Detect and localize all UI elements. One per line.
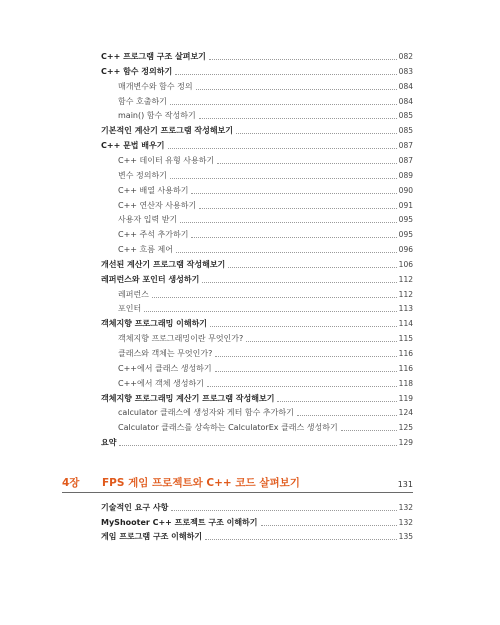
toc-entry-page: 095: [398, 230, 413, 240]
toc-entry: [118, 80, 413, 92]
toc-entry-page: 096: [398, 245, 413, 255]
toc-entry: [118, 406, 413, 418]
toc-entry: [101, 516, 413, 528]
dot-leader: [205, 539, 397, 540]
toc-entry-page: 112: [398, 289, 413, 299]
toc-entry-title: C++에서 객체 생성하기: [118, 378, 204, 388]
dot-leader: [297, 415, 397, 416]
toc-entry: [118, 347, 413, 359]
dot-leader: [202, 282, 396, 283]
toc-entry-title: main() 함수 작성하기: [118, 111, 196, 121]
toc-entry-page: 095: [398, 215, 413, 225]
dot-leader: [199, 118, 397, 119]
toc-entry-title: C++ 함수 정의하기: [101, 66, 173, 76]
toc-entry: [118, 109, 413, 121]
toc-entry-title: 요약: [101, 438, 117, 448]
toc-entry-page: 085: [398, 126, 413, 136]
toc-entry: [101, 124, 413, 136]
toc-entry-title: 클래스와 객체는 무엇인가?: [118, 349, 213, 358]
toc-entry-title: 매개변수와 함수 정의: [118, 81, 193, 91]
toc-entry-page: 087: [398, 141, 413, 151]
dot-leader: [191, 237, 396, 238]
toc-entry: [118, 199, 413, 211]
toc-entry: [118, 302, 413, 314]
toc-entry-page: 132: [398, 517, 413, 527]
toc-entry: [101, 436, 413, 448]
toc-entry-title: C++ 문법 배우기: [101, 141, 165, 151]
toc-entry-title: 함수 호출하기: [118, 96, 167, 106]
toc-entry-title: 기본적인 계산기 프로그램 작성해보기: [101, 126, 234, 136]
dot-leader: [207, 386, 397, 387]
toc-entry-page: 129: [398, 438, 413, 448]
toc-entry-page: 089: [398, 170, 413, 180]
toc-entry-title: 개선된 계산기 프로그램 작성해보기: [101, 259, 226, 269]
toc-entry-title: 변수 정의하기: [118, 170, 167, 180]
toc-entry-page: 091: [398, 200, 413, 210]
toc-entry-page: 085: [398, 111, 413, 121]
toc-entry-title: MyShooter C++ 프로젝트 구조 이해하기: [101, 517, 258, 527]
toc-entry-title: 레퍼런스: [118, 289, 149, 299]
toc-entry-page: 114: [398, 319, 413, 329]
toc-entry: [118, 169, 413, 181]
dot-leader: [170, 178, 397, 179]
toc-entry: [101, 501, 413, 513]
dot-leader: [170, 104, 397, 105]
toc-entry: [118, 154, 413, 166]
toc-entry: [101, 317, 413, 329]
toc-entry-page: 084: [398, 96, 413, 106]
toc-entry: [118, 95, 413, 107]
toc-entry-page: 115: [398, 334, 413, 344]
toc-entry-page: 082: [398, 52, 413, 61]
toc-entry: [101, 50, 413, 62]
toc-entry: [118, 228, 413, 240]
toc-entry-page: 083: [398, 66, 413, 76]
dot-leader: [215, 371, 397, 372]
toc-entry-title: 객체지향 프로그래밍 계산기 프로그램 작성해보기: [101, 393, 275, 403]
toc-entry-page: 116: [398, 349, 413, 358]
toc-entry-page: 084: [398, 81, 413, 91]
dot-leader: [209, 59, 397, 60]
dot-leader: [277, 401, 396, 402]
toc-entry-title: 객체지향 프로그래밍 이해하기: [101, 319, 208, 329]
dot-leader: [152, 297, 397, 298]
toc-entry-title: C++ 주석 추가하기: [118, 230, 189, 240]
toc-entry-page: 113: [398, 304, 413, 314]
toc-entry-title: Calculator 클래스를 상속하는 CalculatorEx 클래스 생성하기: [118, 423, 338, 433]
chapter-heading: [62, 474, 413, 493]
toc-entry: [118, 362, 413, 374]
toc-entry: [101, 392, 413, 404]
toc-entry-title: C++에서 클래스 생성하기: [118, 363, 212, 373]
toc-entry-title: 사용자 입력 받기: [118, 215, 178, 225]
toc-entry-title: 기술적인 요구 사항: [101, 503, 169, 512]
toc-entry-title: C++ 배열 사용하기: [118, 185, 189, 195]
dot-leader: [199, 208, 396, 209]
toc-entry: [101, 65, 413, 77]
toc-entry: [118, 184, 413, 196]
toc-entry-title: C++ 연산자 사용하기: [118, 200, 197, 210]
dot-leader: [119, 445, 396, 446]
toc-entry-page: 087: [398, 155, 413, 165]
dot-leader: [180, 222, 396, 223]
dot-leader: [341, 430, 397, 431]
toc-entry: [118, 288, 413, 300]
toc-entry-page: 116: [398, 363, 413, 373]
toc-entry-page: 112: [398, 274, 413, 284]
toc-entry-page: 124: [398, 408, 413, 418]
toc-entry: [101, 258, 413, 270]
dot-leader: [175, 74, 396, 75]
dot-leader: [168, 148, 397, 149]
toc-entry-title: 게임 프로그램 구조 이해하기: [101, 532, 203, 541]
toc-entry-title: C++ 데이터 유형 사용하기: [118, 155, 215, 165]
toc-entry-title: 레퍼런스와 포인터 생성하기: [101, 274, 200, 284]
toc-entry-title: C++ 프로그램 구조 살펴보기: [101, 52, 206, 61]
toc-entry: [118, 332, 413, 344]
chapter-title: FPS 게임 프로젝트와 C++ 코드 살펴보기: [102, 477, 300, 489]
toc-entry: [118, 213, 413, 225]
dot-leader: [261, 525, 397, 526]
toc-entry-title: 포인터: [118, 304, 142, 314]
dot-leader: [228, 267, 396, 268]
dot-leader: [176, 252, 397, 253]
dot-leader: [215, 356, 396, 357]
dot-leader: [171, 510, 396, 511]
dot-leader: [246, 341, 396, 342]
dot-leader: [210, 326, 397, 327]
chapter-number: 4장: [62, 477, 80, 489]
dot-leader: [236, 133, 397, 134]
toc-entry-title: calculator 클래스에 생성자와 게터 함수 추가하기: [118, 408, 294, 418]
dot-leader: [196, 89, 397, 90]
dot-leader: [217, 163, 396, 164]
toc-entry: [101, 530, 413, 542]
toc-entry-page: 090: [398, 185, 413, 195]
toc-entry-page: 135: [398, 532, 413, 541]
toc-entry: [101, 139, 413, 151]
toc-entry-page: 119: [398, 393, 413, 403]
dot-leader: [144, 311, 396, 312]
toc-entry: [118, 421, 413, 433]
toc-entry-title: 객체지향 프로그래밍이란 무엇인가?: [118, 334, 244, 344]
toc-entry-page: 118: [398, 378, 413, 388]
dot-leader: [191, 193, 396, 194]
toc-entry-page: 106: [398, 259, 413, 269]
toc-entry-page: 125: [398, 423, 413, 433]
toc-entry: [118, 377, 413, 389]
toc-entry-page: 132: [398, 503, 413, 512]
toc-entry: [118, 243, 413, 255]
toc-entry: [101, 273, 413, 285]
chapter-page: 131: [397, 480, 413, 489]
toc-entry-title: C++ 흐름 제어: [118, 245, 173, 255]
